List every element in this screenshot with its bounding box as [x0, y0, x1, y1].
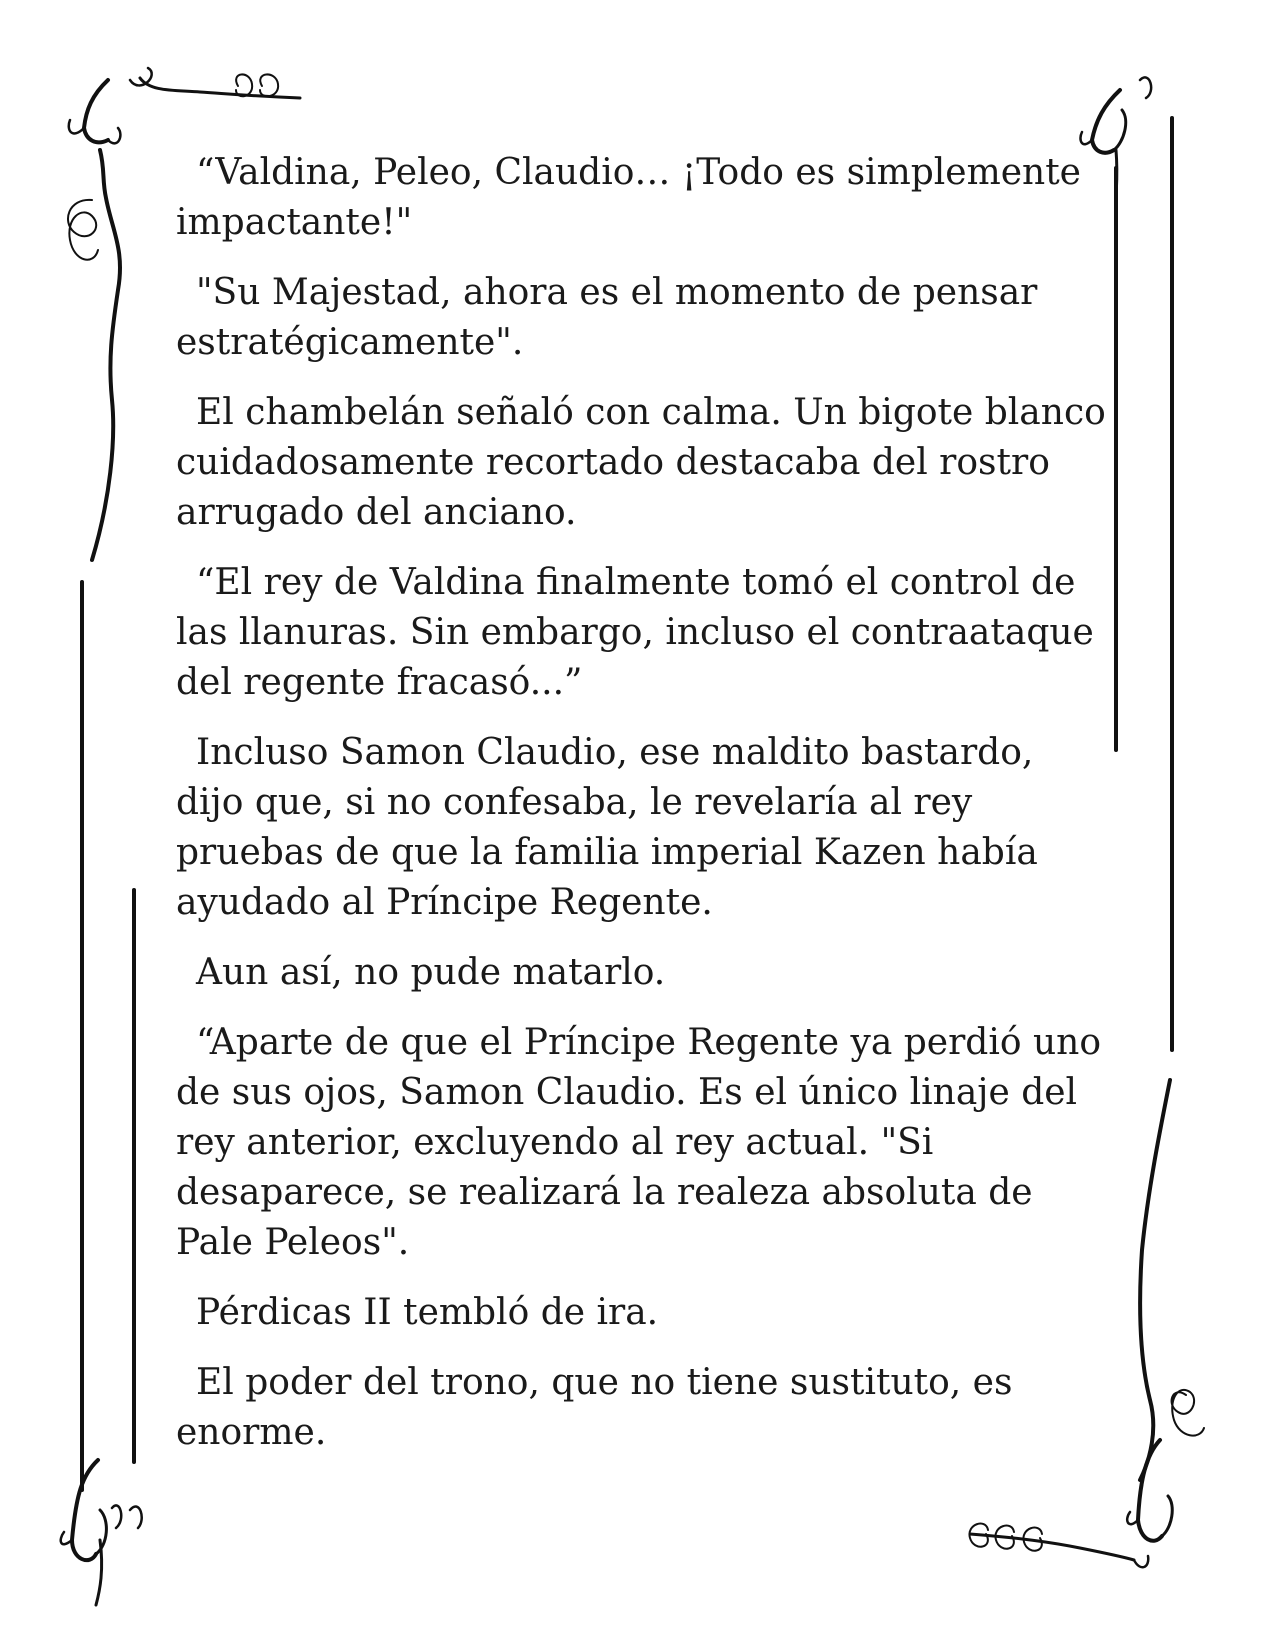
paragraph-5: Incluso Samon Claudio, ese maldito bastardo, dijo que, si no confesaba, le revelaría al rey pruebas de que la familia imperial Kazen había ayudado al Príncipe Regente.	[176, 732, 1038, 923]
paragraph-8: Pérdicas II tembló de ira.	[196, 1292, 659, 1333]
paragraph-7: “Aparte de que el Príncipe Regente ya perdió uno de sus ojos, Samon Claudio. Es el único linaje del rey anterior, excluyendo al rey actual. "Si desaparece, se realizará la realeza absoluta de Pale Peleos".	[176, 1022, 1102, 1263]
paragraph-9: El poder del trono, que no tiene sustituto, es enorme.	[176, 1362, 1013, 1453]
bottom-left-flourish-icon	[61, 1460, 142, 1605]
paragraph-3: El chambelán señaló con calma. Un bigote blanco cuidadosamente recortado destacaba del rostro arrugado del anciano.	[176, 392, 1106, 533]
paragraph-2: "Su Majestad, ahora es el momento de pensar estratégicamente".	[176, 272, 1038, 363]
paragraph-4: “El rey de Valdina finalmente tomó el control de las llanuras. Sin embargo, incluso el contraataque del regente fracasó...”	[176, 562, 1094, 703]
paragraph-6: Aun así, no pude matarlo.	[196, 952, 666, 993]
body-text	[176, 148, 1106, 1478]
paragraph-1: “Valdina, Peleo, Claudio… ¡Todo es simplemente impactante!"	[176, 152, 1081, 243]
